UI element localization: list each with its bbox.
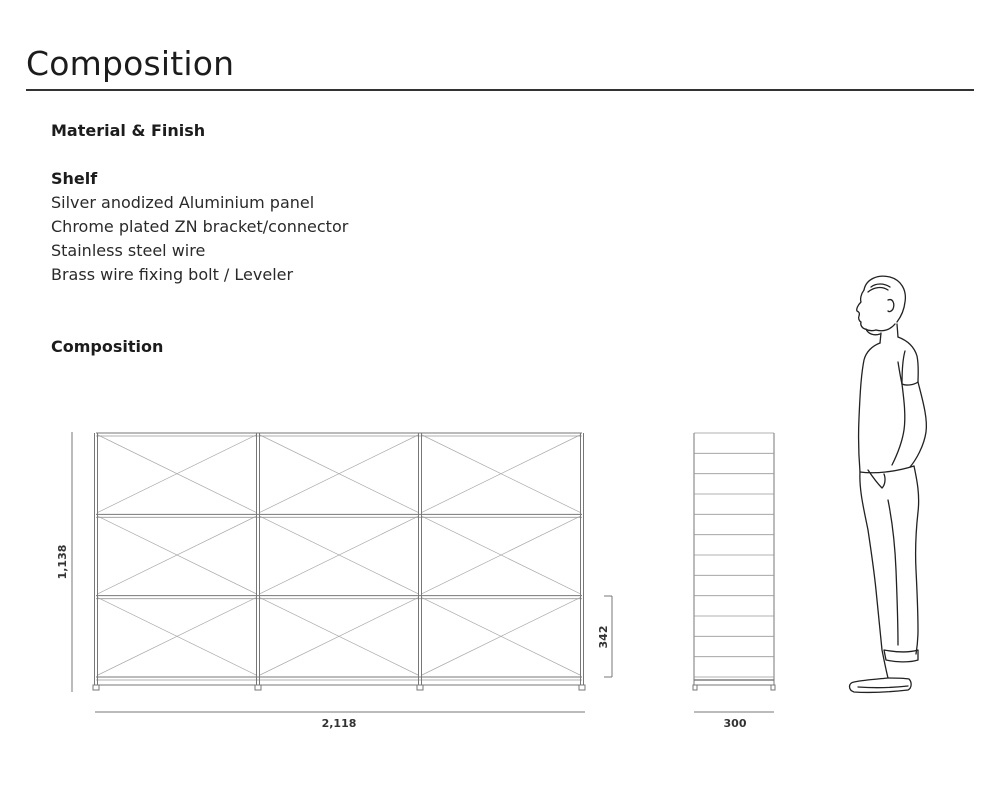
shelf-spec-item: Silver anodized Aluminium panel: [51, 193, 315, 212]
shelf-heading: Shelf: [51, 169, 98, 188]
shelf-spec-item: Brass wire fixing bolt / Leveler: [51, 265, 294, 284]
height-dimension-label: 1,138: [56, 544, 69, 580]
material-finish-heading: Material & Finish: [51, 121, 206, 140]
side-view-shelf: [693, 433, 775, 690]
human-scale-figure: [850, 276, 927, 692]
leveler-foot: [693, 685, 697, 690]
shelf-height-dimension-label: 342: [597, 625, 610, 649]
width-dimension: [95, 712, 585, 730]
composition-heading: Composition: [51, 337, 164, 356]
leveler-foot: [771, 685, 775, 690]
page-title: Composition: [26, 44, 235, 83]
shelf-spec-item: Chrome plated ZN bracket/connector: [51, 217, 349, 236]
leveler-foot: [93, 685, 99, 690]
leveler-foot: [417, 685, 423, 690]
shelf-height-dimension: [597, 596, 612, 677]
front-view-shelf: [93, 433, 585, 690]
leveler-foot: [579, 685, 585, 690]
leveler-foot: [255, 685, 261, 690]
width-dimension-label: 2,118: [321, 717, 357, 730]
height-dimension: [56, 432, 72, 692]
depth-dimension: [694, 712, 774, 730]
shelf-spec-item: Stainless steel wire: [51, 241, 206, 260]
depth-dimension-label: 300: [723, 717, 747, 730]
